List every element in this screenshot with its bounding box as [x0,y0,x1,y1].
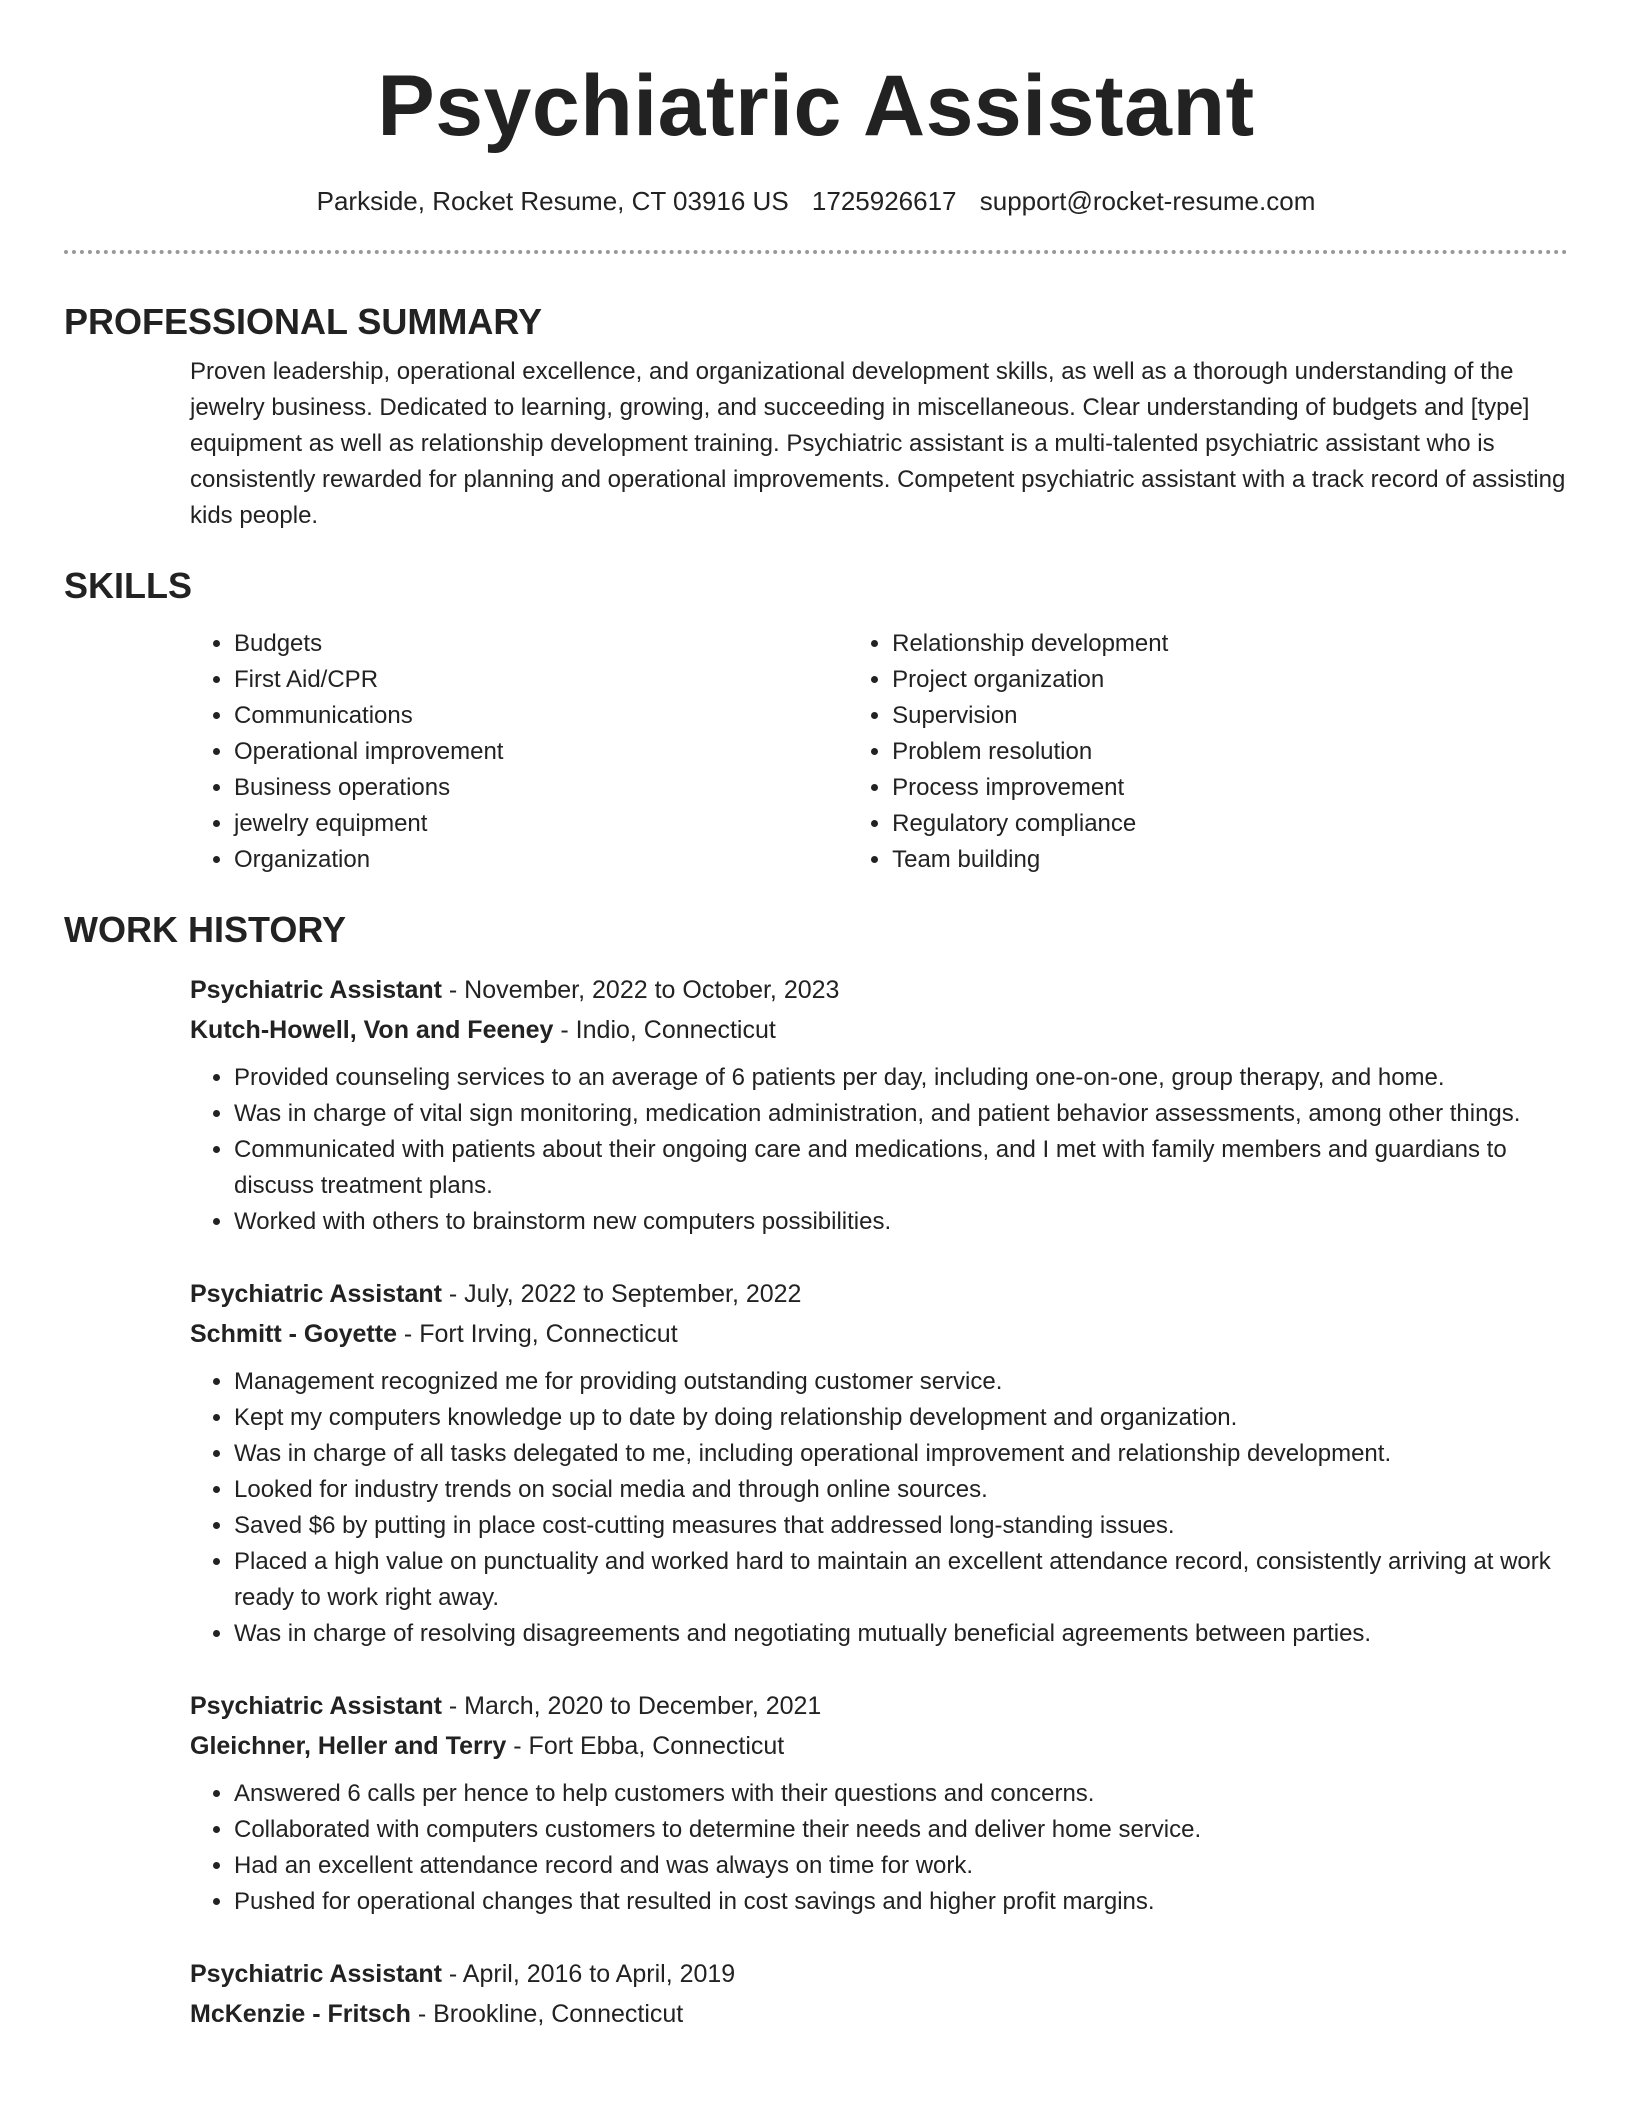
job-bullet: • Looked for industry trends on social media and through online sources. [234,1472,1568,1508]
job-bullet: • Was in charge of all tasks delegated to me, including operational improvement and relationship development. [234,1436,1568,1472]
job-location: - Fort Irving, Connecticut [396,1320,678,1348]
skill-item: • Budgets [234,626,848,662]
job-role: Psychiatric Assistant [190,1692,442,1720]
job-location: - Fort Ebba, Connecticut [506,1732,785,1760]
skill-item: • jewelry equipment [234,806,848,842]
job-bullet: • Communicated with patients about their ongoing care and medications, and I met with family members and guardians to discuss treatment plans. [234,1132,1568,1204]
skills-list-left [190,626,848,878]
job-bullet: • Placed a high value on punctuality and worked hard to maintain an excellent attendance record, consistently arriving at work ready to work right away. [234,1544,1568,1616]
skill-item: • Process improvement [892,770,1568,806]
job-company-line [190,1726,1568,1766]
skill-item: • Organization [234,842,848,878]
job-title-line [190,970,1568,1010]
summary-section [64,300,1568,534]
job-role: Psychiatric Assistant [190,1960,442,1988]
summary-title: PROFESSIONAL SUMMARY [64,301,543,342]
job-company: McKenzie - Fritsch [190,2000,411,2028]
contact-address: Parkside, Rocket Resume, CT 03916 US [316,186,789,216]
skill-item: • First Aid/CPR [234,662,848,698]
header-divider [64,250,1568,254]
job-bullet: • Pushed for operational changes that resulted in cost savings and higher profit margins. [234,1884,1568,1920]
job-title-line [190,1686,1568,1726]
job-dates: - July, 2022 to September, 2022 [441,1280,802,1308]
job-bullet: • Was in charge of resolving disagreements and negotiating mutually beneficial agreements between parties. [234,1616,1568,1652]
job-location: - Indio, Connecticut [553,1016,776,1044]
job-bullet: • Kept my computers knowledge up to date by doing relationship development and organization. [234,1400,1568,1436]
skill-item: • Communications [234,698,848,734]
skill-item: • Project organization [892,662,1568,698]
job-dates: - April, 2016 to April, 2019 [441,1960,736,1988]
job-bullet: • Worked with others to brainstorm new computers possibilities. [234,1204,1568,1240]
job-entry [190,970,1568,1240]
job-company-line [190,1010,1568,1050]
skills-section [64,564,1568,878]
skill-item: • Relationship development [892,626,1568,662]
job-entry [190,1954,1568,2034]
contact-phone: 1725926617 [811,186,957,216]
job-bullets [190,1776,1568,1920]
work-title: WORK HISTORY [64,909,347,950]
contact-email: support@rocket-resume.com [979,186,1316,216]
job-bullet: • Answered 6 calls per hence to help customers with their questions and concerns. [234,1776,1568,1812]
skills-title: SKILLS [64,565,193,606]
job-bullets [190,1364,1568,1652]
job-bullets [190,1060,1568,1240]
job-title-line [190,1954,1568,1994]
skill-item: • Supervision [892,698,1568,734]
job-role: Psychiatric Assistant [190,976,442,1004]
job-dates: - March, 2020 to December, 2021 [441,1692,822,1720]
job-bullet: • Saved $6 by putting in place cost-cutting measures that addressed long-standing issues. [234,1508,1568,1544]
job-company: Schmitt - Goyette [190,1320,397,1348]
work-section [64,908,1568,2034]
job-bullet: • Management recognized me for providing outstanding customer service. [234,1364,1568,1400]
job-title-line [190,1274,1568,1314]
job-bullet: • Had an excellent attendance record and was always on time for work. [234,1848,1568,1884]
job-company-line [190,1314,1568,1354]
skill-item: • Operational improvement [234,734,848,770]
job-company: Kutch-Howell, Von and Feeney [190,1016,554,1044]
candidate-name: Psychiatric Assistant [377,58,1255,154]
job-entry [190,1274,1568,1652]
job-location: - Brookline, Connecticut [410,2000,684,2028]
skill-item: • Problem resolution [892,734,1568,770]
job-bullet: • Collaborated with computers customers to determine their needs and deliver home service. [234,1812,1568,1848]
job-bullet: • Was in charge of vital sign monitoring, medication administration, and patient behavior assessments, among other things. [234,1096,1568,1132]
skill-item: • Business operations [234,770,848,806]
skills-list-right [848,626,1568,878]
job-bullet: • Provided counseling services to an average of 6 patients per day, including one-on-one, group therapy, and home. [234,1060,1568,1096]
job-role: Psychiatric Assistant [190,1280,442,1308]
skill-item: • Team building [892,842,1568,878]
resume-page [64,0,1568,2034]
skills-grid [190,626,1568,878]
job-company: Gleichner, Heller and Terry [190,1732,507,1760]
skill-item: • Regulatory compliance [892,806,1568,842]
job-entry [190,1686,1568,1920]
job-list [190,970,1568,2034]
job-dates: - November, 2022 to October, 2023 [441,976,840,1004]
job-company-line [190,1994,1568,2034]
summary-text: Proven leadership, operational excellence, and organizational development skills, as well as a thorough understanding of the jewelry business. Dedicated to learning, growing, and succeeding in miscellaneous. Clear understanding of budgets and [type] equipment as well as relationship development training. Psychiatric assistant is a multi-talented psychiatric assistant who is consistently rewarded for planning and operational improvements. Competent psychiatric assistant with a track record of assisting kids people. [190,358,1566,529]
contact-line [64,184,1568,218]
